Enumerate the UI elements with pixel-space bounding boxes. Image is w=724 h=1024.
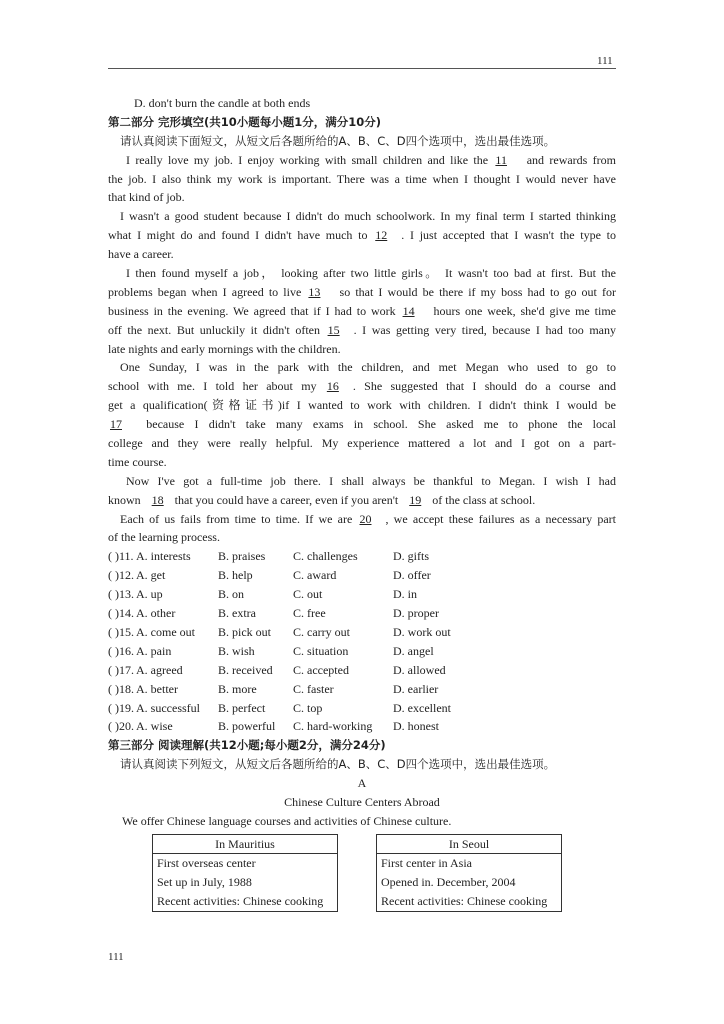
option-c: C. faster — [293, 681, 334, 696]
document-body — [108, 94, 616, 831]
passage-line — [108, 377, 616, 396]
question-row — [108, 566, 616, 585]
passage-text: . She suggested that I should do a course and — [352, 379, 616, 394]
blank-number: 12 — [375, 228, 388, 243]
question-number: ( )16. — [108, 643, 134, 658]
option-b: B. powerful — [218, 719, 276, 734]
option-b: B. help — [218, 568, 253, 583]
passage-line — [108, 434, 616, 453]
question-row — [108, 604, 616, 623]
passage-text: college and they were really helpful. My experience mattered a lot and I got on a part- — [108, 436, 616, 451]
passage-letter: A — [357, 776, 367, 791]
question-row — [108, 699, 616, 718]
passage-line — [108, 151, 616, 170]
passage-line — [108, 340, 616, 359]
option-b: B. pick out — [218, 624, 271, 639]
passage-line — [108, 528, 616, 547]
option-c: C. hard-working — [293, 719, 373, 734]
passage-text: that you could have a career, even if you aren't — [171, 492, 402, 507]
passage-line — [108, 453, 616, 472]
option-d: D. angel — [393, 643, 434, 658]
option-d: D. honest — [393, 719, 439, 734]
passage-text: . I just accepted that I wasn't the type to — [401, 228, 616, 243]
center-row: Opened in. December, 2004 — [381, 875, 516, 889]
option-b: B. on — [218, 587, 245, 602]
passage-line — [108, 510, 616, 529]
question-number: ( )15. — [108, 624, 134, 639]
question-row — [108, 642, 616, 661]
cloze-questions — [108, 547, 616, 736]
option-d: D. excellent — [393, 700, 451, 715]
option-d: D. allowed — [393, 662, 446, 677]
option-a: A. come out — [136, 624, 195, 639]
center-box-seoul — [376, 834, 562, 912]
option-a: A. interests — [136, 549, 191, 564]
question-number: ( )11. — [108, 549, 134, 564]
passage-title: Chinese Culture Centers Abroad — [284, 794, 440, 809]
blank-number: 11 — [495, 152, 507, 167]
passage-line — [108, 472, 616, 491]
option-d: D. work out — [393, 624, 451, 639]
question-number: ( )12. — [108, 568, 134, 583]
passage-line — [108, 358, 616, 377]
passage-text: that kind of job. — [108, 190, 185, 205]
passage-line — [108, 491, 616, 510]
option-a: A. get — [136, 568, 166, 583]
cloze-passage — [108, 151, 616, 548]
passage-intro: We offer Chinese language courses and activities of Chinese culture. — [122, 813, 452, 828]
passage-line — [108, 245, 616, 264]
passage-line — [108, 321, 616, 340]
question-number: ( )17. — [108, 662, 134, 677]
option-a: A. other — [136, 606, 176, 621]
center-row: Set up in July, 1988 — [157, 875, 252, 889]
passage-line — [108, 396, 616, 415]
option-b: B. wish — [218, 643, 255, 658]
passage-line — [108, 283, 616, 302]
option-d: D. in — [393, 587, 417, 602]
blank-number: 18 — [151, 492, 164, 507]
passage-text: of the class at school. — [429, 492, 536, 507]
question-number: ( )14. — [108, 606, 134, 621]
question-number: ( )13. — [108, 587, 134, 602]
question-row — [108, 547, 616, 566]
question-row — [108, 717, 616, 736]
passage-line — [108, 226, 616, 245]
option-b: B. extra — [218, 606, 256, 621]
passage-text: One Sunday, I was in the park with the children, and met Megan who used to go to — [120, 360, 616, 375]
passage-text: business in the evening. We agreed that if I had to work — [108, 303, 401, 318]
passage-line — [108, 188, 616, 207]
center-row: Recent activities: Chinese cooking — [381, 894, 548, 908]
header-rule — [108, 68, 616, 69]
center-row: Recent activities: Chinese cooking — [157, 894, 324, 908]
passage-text: the job. I also think my work is important. There was a time when I thought I would never have — [108, 171, 616, 186]
passage-text: problems began when I agreed to live — [108, 284, 307, 299]
option-a: A. up — [136, 587, 163, 602]
section2-title: 第二部分 完形填空(共10小题每小题1分，满分10分) — [108, 114, 382, 129]
passage-text: . I was getting very tired, because I had too many — [353, 322, 616, 337]
question-row — [108, 623, 616, 642]
option-c: C. free — [293, 606, 326, 621]
option-c: C. carry out — [293, 624, 350, 639]
option-c: C. challenges — [293, 549, 358, 564]
passage-text: what I might do and found I didn't have much to — [108, 228, 374, 243]
option-a: A. agreed — [136, 662, 183, 677]
passage-text: I wasn't a good student because I didn't do much schoolwork. In my final term I started thinking — [120, 209, 616, 224]
passage-text: because I didn't take many exams in school. She asked me to phone the local — [136, 417, 616, 432]
passage-text: I really love my job. I enjoy working with small children and like the — [126, 152, 494, 167]
passage-text: I then found myself a job， looking after two little girls。 It wasn't too bad at first. But the — [126, 266, 616, 281]
center-row: First overseas center — [157, 856, 256, 870]
center-name: In Seoul — [377, 835, 561, 854]
passage-text: and rewards from — [521, 152, 616, 167]
question-number: ( )19. — [108, 700, 134, 715]
passage-text: known — [108, 492, 144, 507]
passage-line — [108, 415, 616, 434]
option-d: D. offer — [393, 568, 431, 583]
option-c: C. award — [293, 568, 337, 583]
previous-option: D. don't burn the candle at both ends — [134, 96, 311, 110]
option-a: A. successful — [136, 700, 200, 715]
passage-text: hours one week, she'd give me time — [428, 303, 616, 318]
question-number: ( )20. — [108, 719, 134, 734]
passage-line — [108, 170, 616, 189]
passage-text: , we accept these failures as a necessary part — [385, 511, 616, 526]
option-a: A. wise — [136, 719, 173, 734]
option-c: C. top — [293, 700, 323, 715]
passage-text: Now I've got a full-time job there. I shall always be thankful to Megan. I wish I had — [126, 473, 616, 488]
question-row — [108, 661, 616, 680]
passage-line — [108, 264, 616, 283]
page-number-top: 111 — [597, 55, 613, 67]
option-b: B. praises — [218, 549, 266, 564]
passage-text: get a qualification(资格证书)if I wanted to work with children. I didn't think I would be — [108, 398, 616, 413]
center-box-mauritius — [152, 834, 338, 912]
center-name: In Mauritius — [153, 835, 337, 854]
blank-number: 14 — [402, 303, 415, 318]
question-row — [108, 680, 616, 699]
option-d: D. proper — [393, 606, 439, 621]
passage-text: Each of us fails from time to time. If we are — [120, 511, 358, 526]
option-c: C. out — [293, 587, 323, 602]
option-d: D. gifts — [393, 549, 429, 564]
blank-number: 19 — [409, 492, 422, 507]
page-number-bottom: 111 — [108, 951, 124, 963]
passage-text: off the next. But unluckily it didn't often — [108, 322, 326, 337]
option-b: B. received — [218, 662, 273, 677]
option-b: B. perfect — [218, 700, 266, 715]
option-c: C. situation — [293, 643, 349, 658]
option-b: B. more — [218, 681, 257, 696]
passage-text: of the learning process. — [108, 530, 220, 545]
passage-text: school with me. I told her about my — [108, 379, 325, 394]
section3-instruction: 请认真阅读下列短文，从短文后各题所给的A、B、C、D四个选项中，选出最佳选项。 — [120, 757, 556, 772]
passage-line — [108, 302, 616, 321]
question-row — [108, 585, 616, 604]
question-number: ( )18. — [108, 681, 134, 696]
blank-number: 16 — [326, 379, 339, 394]
blank-number: 17 — [110, 417, 122, 432]
option-c: C. accepted — [293, 662, 349, 677]
center-row: First center in Asia — [381, 856, 472, 870]
section2-instruction: 请认真阅读下面短文，从短文后各题所给的A、B、C、D四个选项中，选出最佳选项。 — [120, 133, 556, 148]
option-d: D. earlier — [393, 681, 439, 696]
passage-text: so that I would be there if my boss had to go out for — [334, 284, 616, 299]
blank-number: 13 — [308, 284, 321, 299]
passage-text: time course. — [108, 454, 167, 469]
passage-text: have a career. — [108, 247, 174, 262]
option-a: A. pain — [136, 643, 172, 658]
option-a: A. better — [136, 681, 178, 696]
section3-title: 第三部分 阅读理解(共12小题;每小题2分，满分24分) — [108, 738, 386, 753]
blank-number: 15 — [327, 322, 340, 337]
passage-line — [108, 207, 616, 226]
passage-text: late nights and early mornings with the children. — [108, 341, 341, 356]
blank-number: 20 — [359, 511, 372, 526]
